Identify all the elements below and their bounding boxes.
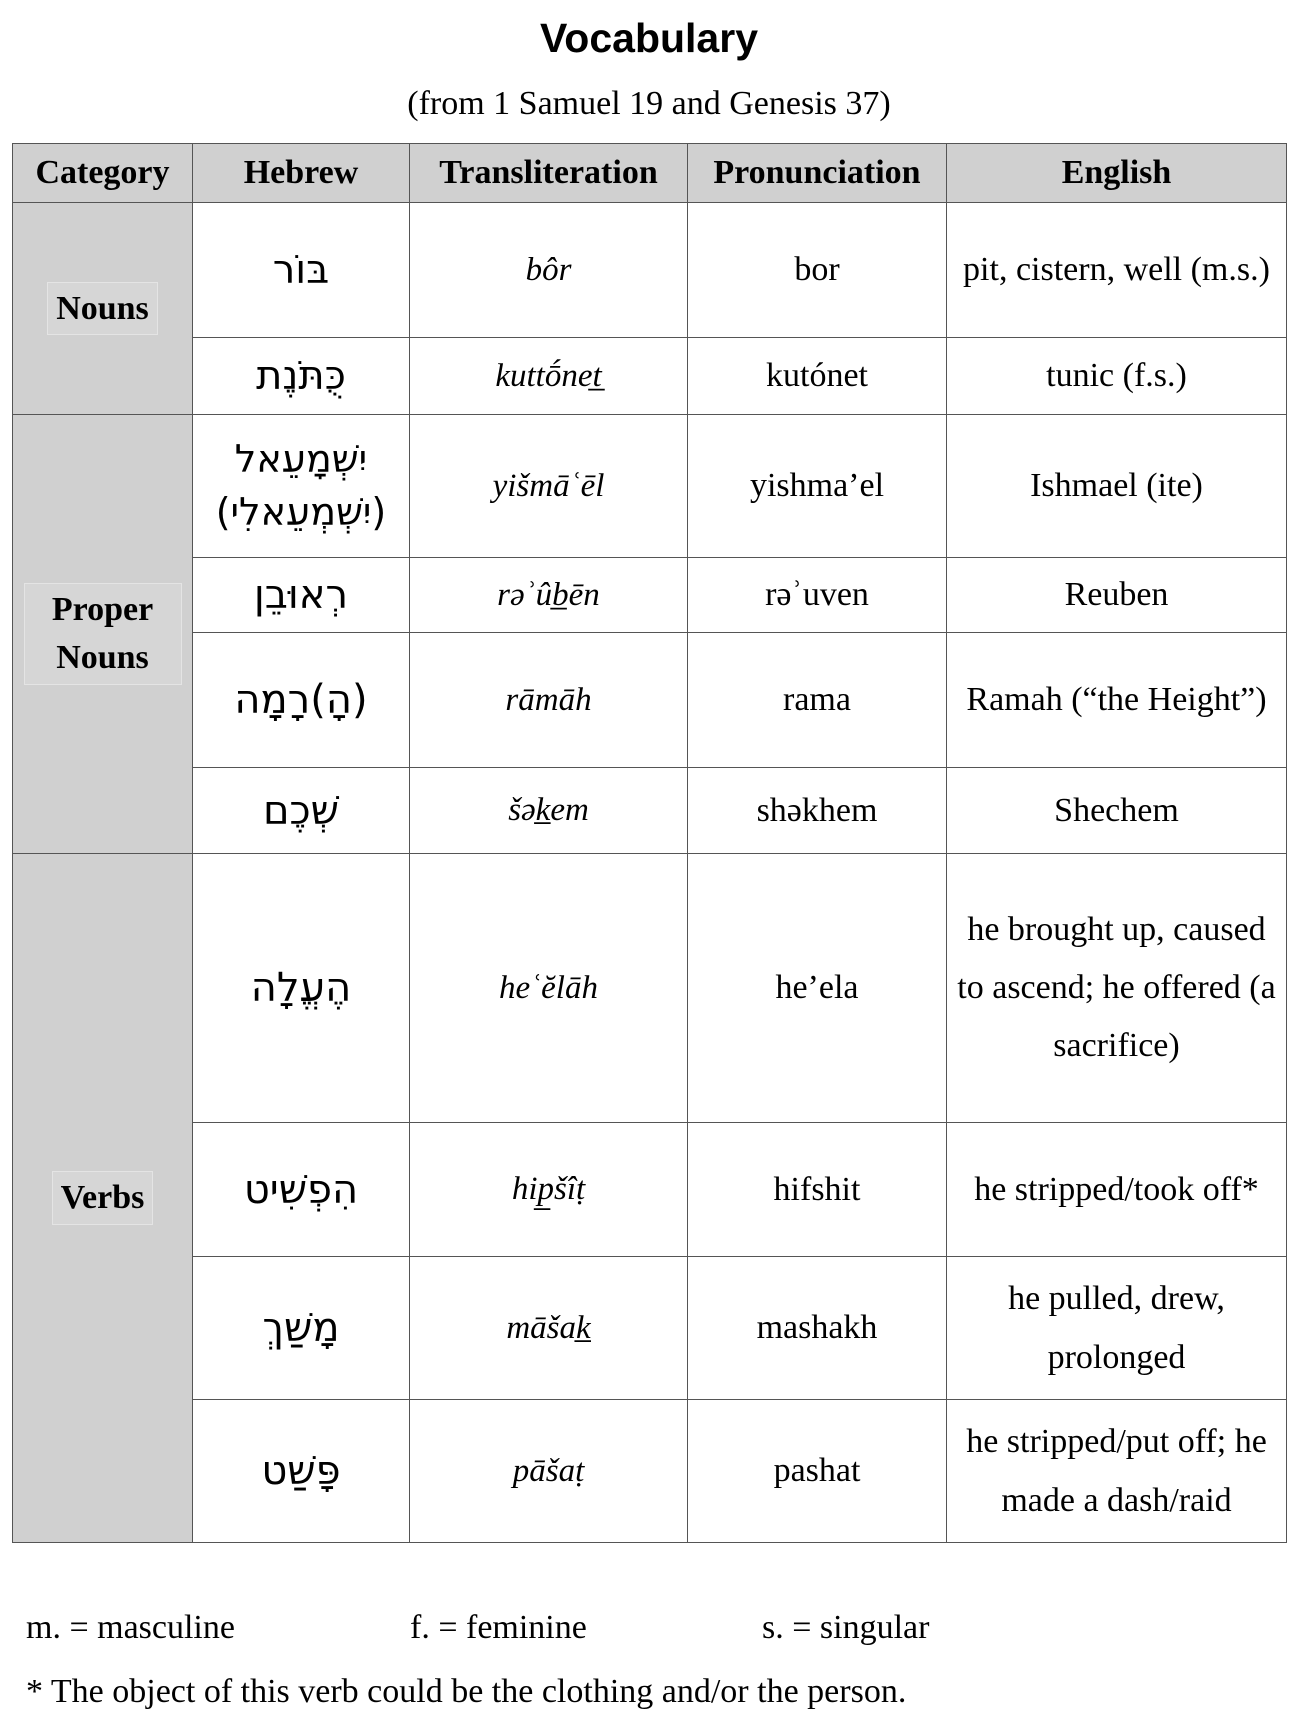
- table-row: [13, 768, 1287, 854]
- table-row: [13, 203, 1287, 338]
- hebrew-cell: רְאוּבֵן: [193, 558, 410, 633]
- transliteration-cell: māšak̲: [410, 1257, 688, 1400]
- hebrew-cell: (הָ)רָמָה: [193, 633, 410, 768]
- pronunciation-cell: yishma’el: [688, 415, 947, 558]
- pronunciation-cell: rama: [688, 633, 947, 768]
- table-row: [13, 854, 1287, 1123]
- footnote-feminine: f. = feminine: [410, 1609, 587, 1646]
- english-cell: he stripped/put off; he made a dash/raid: [947, 1400, 1287, 1543]
- category-verbs: [13, 854, 193, 1543]
- english-cell: Shechem: [947, 768, 1287, 854]
- english-cell: Ishmael (ite): [947, 415, 1287, 558]
- header-hebrew: Hebrew: [193, 144, 410, 203]
- table-row: [13, 338, 1287, 415]
- english-cell: he stripped/took off*: [947, 1123, 1287, 1257]
- footnote-masculine: m. = masculine: [26, 1609, 235, 1646]
- header-row: [13, 144, 1287, 203]
- transliteration-cell: kuttṓnet̲: [410, 338, 688, 415]
- category-label: Verbs: [52, 1171, 154, 1225]
- pronunciation-cell: mashakh: [688, 1257, 947, 1400]
- category-label: Proper Nouns: [24, 583, 182, 684]
- pronunciation-cell: he’ela: [688, 854, 947, 1123]
- header-english: English: [947, 144, 1287, 203]
- table-row: [13, 558, 1287, 633]
- table-row: [13, 1257, 1287, 1400]
- header-category: Category: [13, 144, 193, 203]
- table-row: [13, 1123, 1287, 1257]
- transliteration-cell: bôr: [410, 203, 688, 338]
- english-cell: he brought up, caused to ascend; he offered (a sacrifice): [947, 854, 1287, 1123]
- english-cell: tunic (f.s.): [947, 338, 1287, 415]
- english-cell: Reuben: [947, 558, 1287, 633]
- footnote-object-note: * The object of this verb could be the clothing and/or the person.: [26, 1673, 907, 1710]
- category-proper-nouns: [13, 415, 193, 854]
- transliteration-cell: rəʾûb̲ēn: [410, 558, 688, 633]
- pronunciation-cell: bor: [688, 203, 947, 338]
- pronunciation-cell: shəkhem: [688, 768, 947, 854]
- footnote-singular: s. = singular: [762, 1609, 930, 1646]
- english-cell: Ramah (“the Height”): [947, 633, 1287, 768]
- hebrew-cell: שְׁכֶם: [193, 768, 410, 854]
- hebrew-cell: בּוֹר: [193, 203, 410, 338]
- page-subtitle: (from 1 Samuel 19 and Genesis 37): [407, 85, 891, 122]
- transliteration-cell: yišmāʿēl: [410, 415, 688, 558]
- transliteration-cell: hip̲šîṭ: [410, 1123, 688, 1257]
- header-pronunciation: Pronunciation: [688, 144, 947, 203]
- english-cell: pit, cistern, well (m.s.): [947, 203, 1287, 338]
- hebrew-cell: כֻּתֹּנֶת: [193, 338, 410, 415]
- pronunciation-cell: rəʾuven: [688, 558, 947, 633]
- table-row: [13, 1400, 1287, 1543]
- category-label: Nouns: [47, 282, 158, 336]
- pronunciation-cell: hifshit: [688, 1123, 947, 1257]
- pronunciation-cell: kutónet: [688, 338, 947, 415]
- header-transliteration: Transliteration: [410, 144, 688, 203]
- transliteration-cell: pāšaṭ: [410, 1400, 688, 1543]
- english-cell: he pulled, drew, prolonged: [947, 1257, 1287, 1400]
- vocabulary-table: [12, 143, 1287, 1543]
- transliteration-cell: šək̲em: [410, 768, 688, 854]
- transliteration-cell: heʿĕlāh: [410, 854, 688, 1123]
- hebrew-cell: מָשַׁךְ: [193, 1257, 410, 1400]
- hebrew-cell: פָּשַׁט: [193, 1400, 410, 1543]
- hebrew-cell: הִפְשִׁיט: [193, 1123, 410, 1257]
- hebrew-cell: הֶעֱלָה: [193, 854, 410, 1123]
- transliteration-cell: rāmāh: [410, 633, 688, 768]
- pronunciation-cell: pashat: [688, 1400, 947, 1543]
- hebrew-cell: יִשְׁמָעֵאל (יִשְׁמְעֵאלִי): [193, 415, 410, 558]
- category-nouns: [13, 203, 193, 415]
- page-title: Vocabulary: [540, 15, 758, 61]
- table-row: [13, 633, 1287, 768]
- table-row: [13, 415, 1287, 558]
